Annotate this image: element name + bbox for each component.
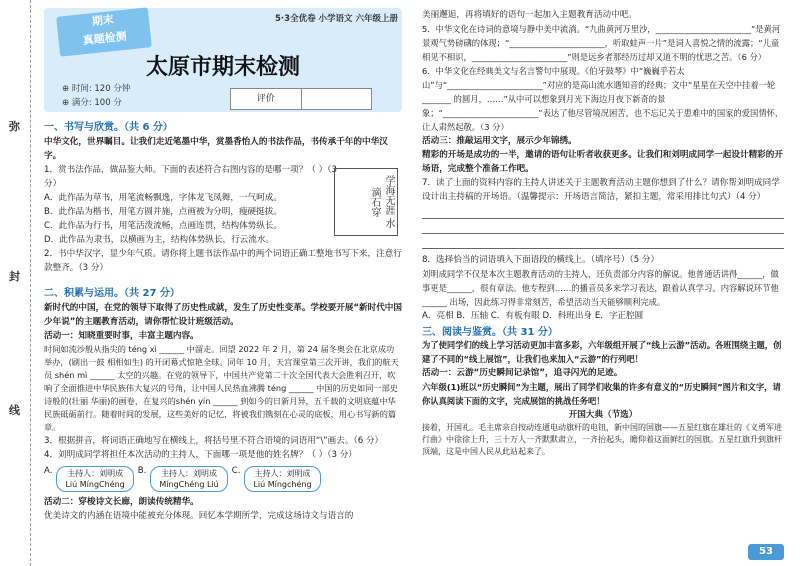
page-number: 53 xyxy=(748,544,784,560)
left-column xyxy=(44,8,402,560)
exam-badge: 期末 真题检测 xyxy=(56,7,152,56)
answer-line-1[interactable] xyxy=(422,208,784,219)
name-tag-a[interactable]: 主持人：刘明成 Liú MíngChéng xyxy=(56,466,133,492)
section-1-heading: 一、书写与欣赏。（共 6 分） xyxy=(44,122,173,133)
page-title: 太原市期末检测 xyxy=(145,55,300,80)
q8-options: A．亮相 B．压轴 C．有板有眼 D．科班出身 E．字正腔圆 xyxy=(422,311,644,321)
q1-option-c[interactable]: C．此作品为行书，用笔活泼流畅，点画连贯，结构体势纵长。 xyxy=(44,221,283,231)
exam-header xyxy=(44,8,402,112)
section-2 xyxy=(44,284,402,523)
activity-c-title: 活动一：云游“历史瞬间记录馆”，追寻闪光的足迹。 xyxy=(422,368,623,378)
continued-text: 美丽邂逅，再将填好的语句一起加入主题教育活动中吧。 xyxy=(422,10,637,20)
name-tag-options xyxy=(44,466,402,492)
activity-2-title: 活动二：穿梭诗文长廊，朗读传统精华。 xyxy=(44,497,199,507)
question-6: 6．中华文化在经典美文与名言警句中展现。《伯牙鼓琴》中“巍巍乎若太山”与“_______________________”对应的是高山流水遇知音的经典；文中“星星在天空中挂着一轮_______ 的圆月，……”从中可以想象到月光下海边月夜下新奇的景象；“_______________________”表达了他尽管境况困苦，也不忘记关于患难中的国家的爱国情怀，让人肃然起敬。（3 分） xyxy=(422,66,784,132)
name-tag-c[interactable]: 主持人：刘明成 Liú Míngchéng xyxy=(244,466,320,492)
book-meta: 5·3全优卷 小学语文 六年级上册 xyxy=(275,14,398,24)
reading-text: 接着，开国礼。毛主席亲自按动连通电动旗杆的电钮，新中国的国旗——五星红旗在雄壮的《义勇军进行曲》中徐徐上升，三十万人一齐默默肃立，一齐抬起头，瞻仰着这面鲜红的国旗。五星红旗升到旗杆顶端，这是中国人民从此站起来了。 xyxy=(422,423,782,456)
question-5: 5．中华文化在诗词的意境与静中美中流淌。“九曲黄河万里沙，_______________________”是黄河景观气势磅礴的体现；“_______________________，听取蛙声一片”是词人喜悦之情的流露；“儿童相见不相识，_______________________”则是远乡者那经历过却又道不明的忧思之苦。（6 分） xyxy=(422,24,781,62)
answer-line-2[interactable] xyxy=(422,223,784,234)
q1-option-b[interactable]: B．此作品为楷书，用笔方圆并施，点画被为分明，瘦硬挺拔。 xyxy=(44,207,282,217)
score-label: 评价 xyxy=(256,94,275,104)
question-7: 7．读了上面的资料内容的主持人讲述关于主题教育活动主题你想到了什么？请你帮刘明成同学设计出主持稿的开场语。（温馨提示：开场语言简洁，紧扣主题，常采用排比句式）（4 分） xyxy=(422,178,780,202)
activity-3-title: 活动三：推敲运用文字，展示少年锦绣。 xyxy=(422,136,577,146)
score-cell[interactable] xyxy=(301,89,372,109)
tag-option-a-letter[interactable]: A. xyxy=(44,466,53,476)
q1-option-a[interactable]: A．此作品为草书，用笔流畅飘逸，字体龙飞凤舞，一气呵成。 xyxy=(44,193,282,203)
question-4: 4．刘明成同学将担任本次活动的主持人，下面哪一项是他的姓名牌？（ ）（3 分） xyxy=(44,450,357,460)
calligraphy-artwork: 学海无涯 水滴石穿 xyxy=(334,168,398,236)
section-3-intro: 为了使同学们的线上学习活动更加丰富多彩，六年级组开展了“线上云游”活动。各班围绕主题，创建了不同的“线上展馆”，让我们也来加入“云游”的行列吧！ xyxy=(422,340,782,364)
question-8: 8．选择恰当的词语填入下面语段的横线上。（填序号）（5 分） xyxy=(422,255,660,265)
binding-mark-middle: 封 xyxy=(9,270,20,283)
question-2: 2．书中华汉字，显少年气质。请你将上题书法作品中的两个词语正确工整地书写下来，注意行款整齐。（3 分） xyxy=(44,249,402,273)
activity-c-text: 六年级(1)班以“历史瞬间”为主题，展出了同学们收集的许多有意义的“历史瞬间”图片和文字，请你认真阅读下面的文字，完成展馆的挑战任务吧！ xyxy=(422,382,781,406)
q1-option-d[interactable]: D．此作品为隶书，以横画为主，结构体势纵长，行云流水。 xyxy=(44,235,275,245)
activity-2-text: 优美诗文的内涵在语境中能被充分体现。回忆本学期所学，完成这场诗文与语言的 xyxy=(44,511,354,521)
section-2-intro: 新时代的中国，在党的领导下取得了历史性成就，发生了历史性变革。学校要开展“新时代中国少年说”的主题教育活动，请你帮忙设计班级活动。 xyxy=(44,303,402,327)
tag-option-b-letter[interactable]: B. xyxy=(137,466,147,476)
exam-time: ⊕ 时间: 120 分钟 xyxy=(62,84,131,94)
score-box xyxy=(230,88,372,110)
binding-margin xyxy=(0,0,31,566)
activity-3-intro: 精彩的开场是成功的一半，邀请的语句让听者收获更多。让我们和刘明成同学一起设计精彩的开场语，完成整个准备工作吧。 xyxy=(422,150,783,174)
activity-1-title: 活动一：知晓重要时事，丰富主题内容。 xyxy=(44,331,199,341)
passage-8: 刘明成同学不仅是本次主题教育活动的主持人，还负责部分内容的解说。他普通话讲得______，做事更是______，很有章法。他专程到……的播音员多来学习表达，跟着认真学习。内容解说环节他______ 出场，因此练习得非常刻苦，希望活动当天能够顺利完成。 xyxy=(422,269,779,307)
name-tag-b[interactable]: 主持人：刘明成 MíngChéng Liú xyxy=(150,466,227,492)
exam-full-score: ⊕ 满分: 100 分 xyxy=(62,98,122,108)
binding-mark-bottom: 线 xyxy=(9,404,20,417)
binding-mark-top: 弥 xyxy=(9,120,20,133)
question-3: 3．根据拼音，将词语正确地写在横线上，将括号里不符合语境的词语用“\”画去。（6 分） xyxy=(44,436,384,446)
question-1: 1．赏书法作品，做品鉴大师。下面的表述符合右图内容的是哪一项？（ ）（3 分） xyxy=(44,165,337,189)
section-2-heading: 二、积累与运用。（共 27 分） xyxy=(44,288,180,299)
reading-title: 开国大典（节选） xyxy=(568,410,638,420)
section-1-intro: 中华文化，世界瞩目。让我们走近笔墨中华，赏墨香怡人的书法作品，书传承千年的中华汉字。 xyxy=(44,137,388,161)
right-column xyxy=(422,8,784,560)
section-3-heading: 三、阅读与鉴赏。（共 31 分） xyxy=(422,327,558,338)
passage-1: 时间如流沙般从指尖的 téng xì ______ 中溜走。回望 2022 年 2 月，第 24 届冬奥会在北京成功举办，(刷出一鼓 相相如生) 的开闭幕式惊艳全球。同年 10 月，天宫课堂第三次开讲，我们的航天员 shén mì ______ 太空的兴趣。在党的领导下，中国共产党第二十次全国代表大会胜利召开，吹响了全面推进中华民族伟大复兴的号角，让中国人民热血沸腾 téng ______ 中国的历史如同一部史诗般的(壮丽 华丽)的画卷，在复兴的shén yín ______ 到如今的日新月异，五千载的文明底蕴中华民族砥砺前行。随着时间的发展，这些美好的记忆，将被我们镌刻在心灵的底板，用心书写新的篇章。 xyxy=(44,344,399,432)
tag-option-c-letter[interactable]: C. xyxy=(231,466,241,476)
answer-line-3[interactable] xyxy=(422,238,784,249)
